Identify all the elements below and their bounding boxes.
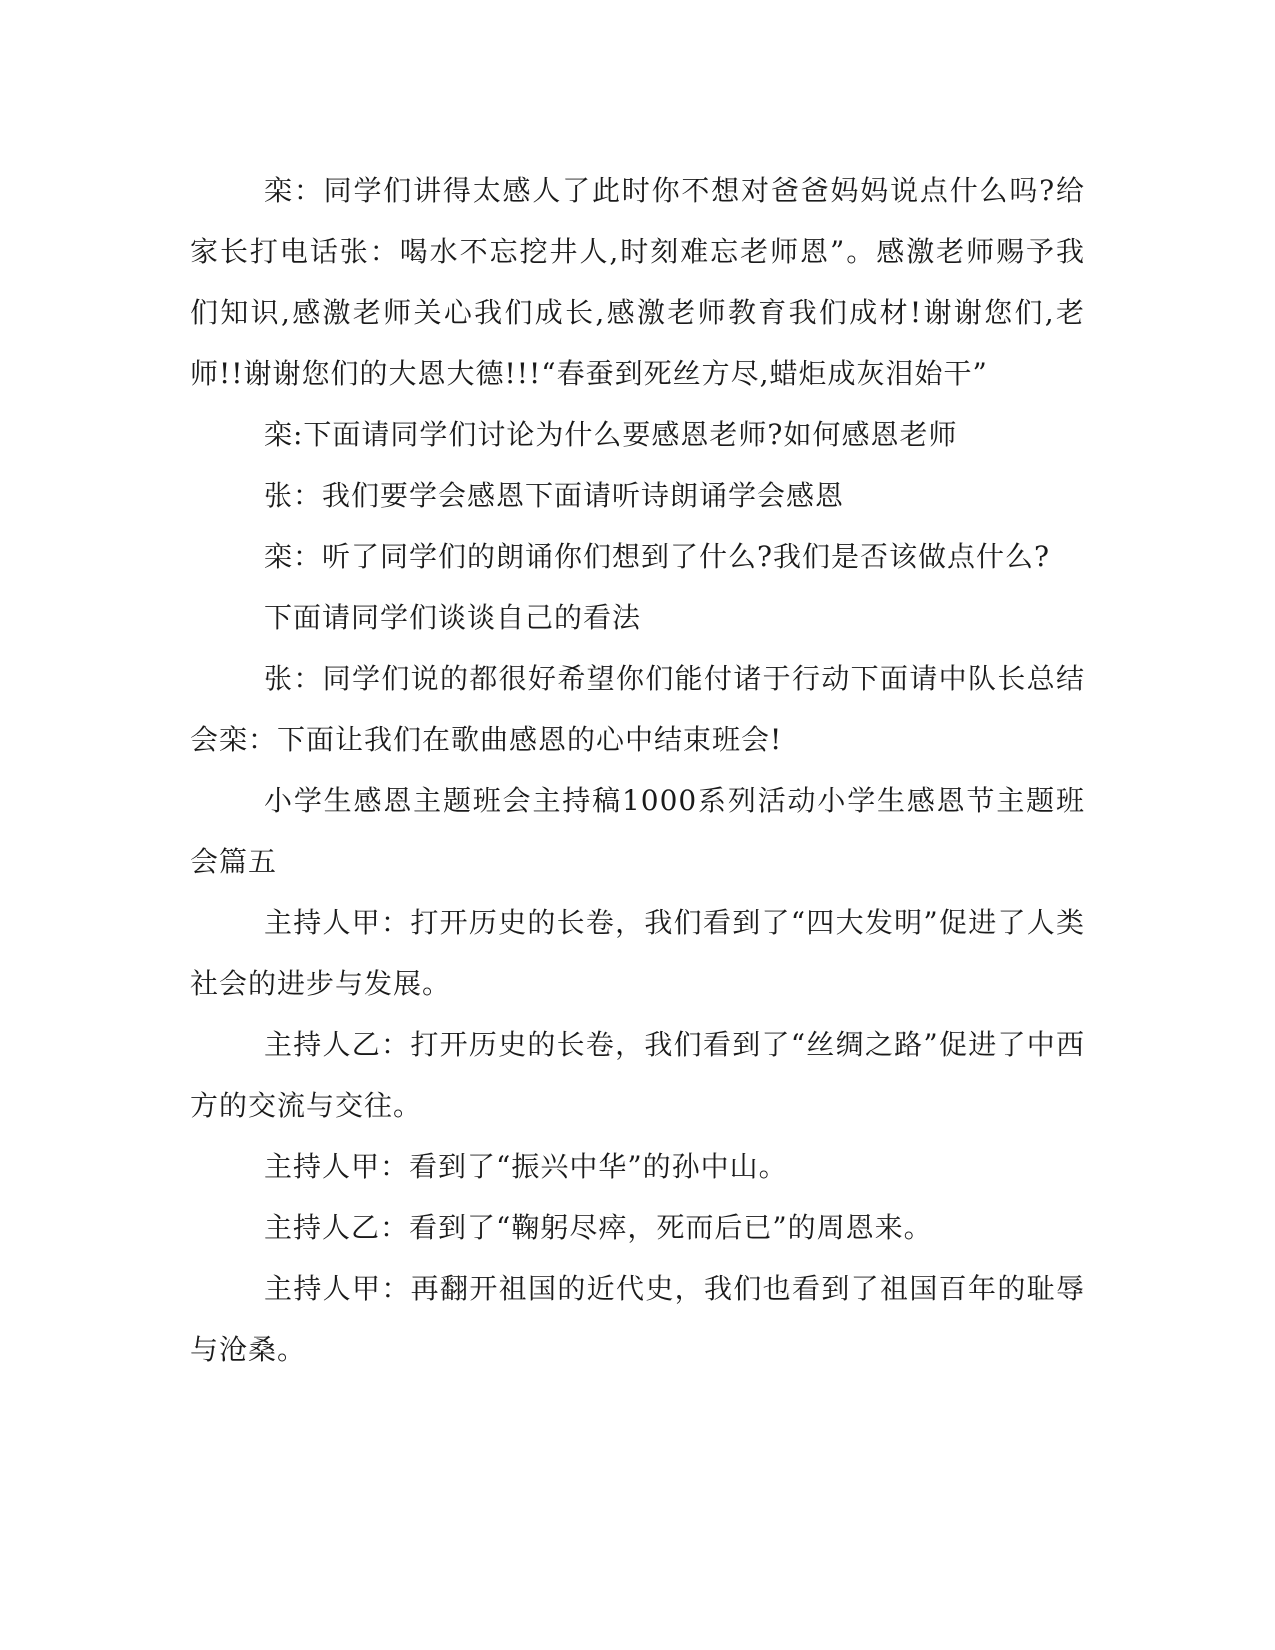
- section-heading-part-five: 小学生感恩主题班会主持稿1000系列活动小学生感恩节主题班会篇五: [190, 784, 1085, 878]
- paragraph-host-b-silk-road: 主持人乙：打开历史的长卷，我们看到了“丝绸之路”促进了中西方的交流与交往。: [190, 1028, 1085, 1122]
- paragraph-host-b-zhou-enlai: 主持人乙：看到了“鞠躬尽瘁，死而后已”的周恩来。: [264, 1211, 933, 1244]
- paragraph-luan-discussion: 栾:下面请同学们讨论为什么要感恩老师?如何感恩老师: [264, 418, 958, 451]
- paragraph-luan-after-recital: 栾：听了同学们的朗诵你们想到了什么?我们是否该做点什么?: [264, 540, 1051, 573]
- document-body: [190, 160, 1085, 1380]
- paragraph-host-a-modern-history: 主持人甲：再翻开祖国的近代史，我们也看到了祖国百年的耻辱与沧桑。: [190, 1272, 1085, 1366]
- paragraph-zhang-poem: 张：我们要学会感恩下面请听诗朗诵学会感恩: [264, 479, 845, 512]
- paragraph-host-a-sun-yat-sen: 主持人甲：看到了“振兴中华”的孙中山。: [264, 1150, 788, 1183]
- paragraph-luan-thanks-teachers: 栾：同学们讲得太感人了此时你不想对爸爸妈妈说点什么吗?给家长打电话张：喝水不忘挖井人,时刻难忘老师恩”。感激老师赐予我们知识,感激老师关心我们成长,感激老师教育我们成材!谢谢您们,老师!!谢谢您们的大恩大德!!!“春蚕到死丝方尽,蜡炬成灰泪始干”: [190, 174, 1085, 390]
- paragraph-zhang-closing: 张：同学们说的都很好希望你们能付诸于行动下面请中队长总结会栾：下面让我们在歌曲感恩的心中结束班会!: [190, 662, 1085, 756]
- paragraph-host-a-inventions: 主持人甲：打开历史的长卷，我们看到了“四大发明”促进了人类社会的进步与发展。: [190, 906, 1085, 1000]
- paragraph-share-views: 下面请同学们谈谈自己的看法: [264, 601, 642, 634]
